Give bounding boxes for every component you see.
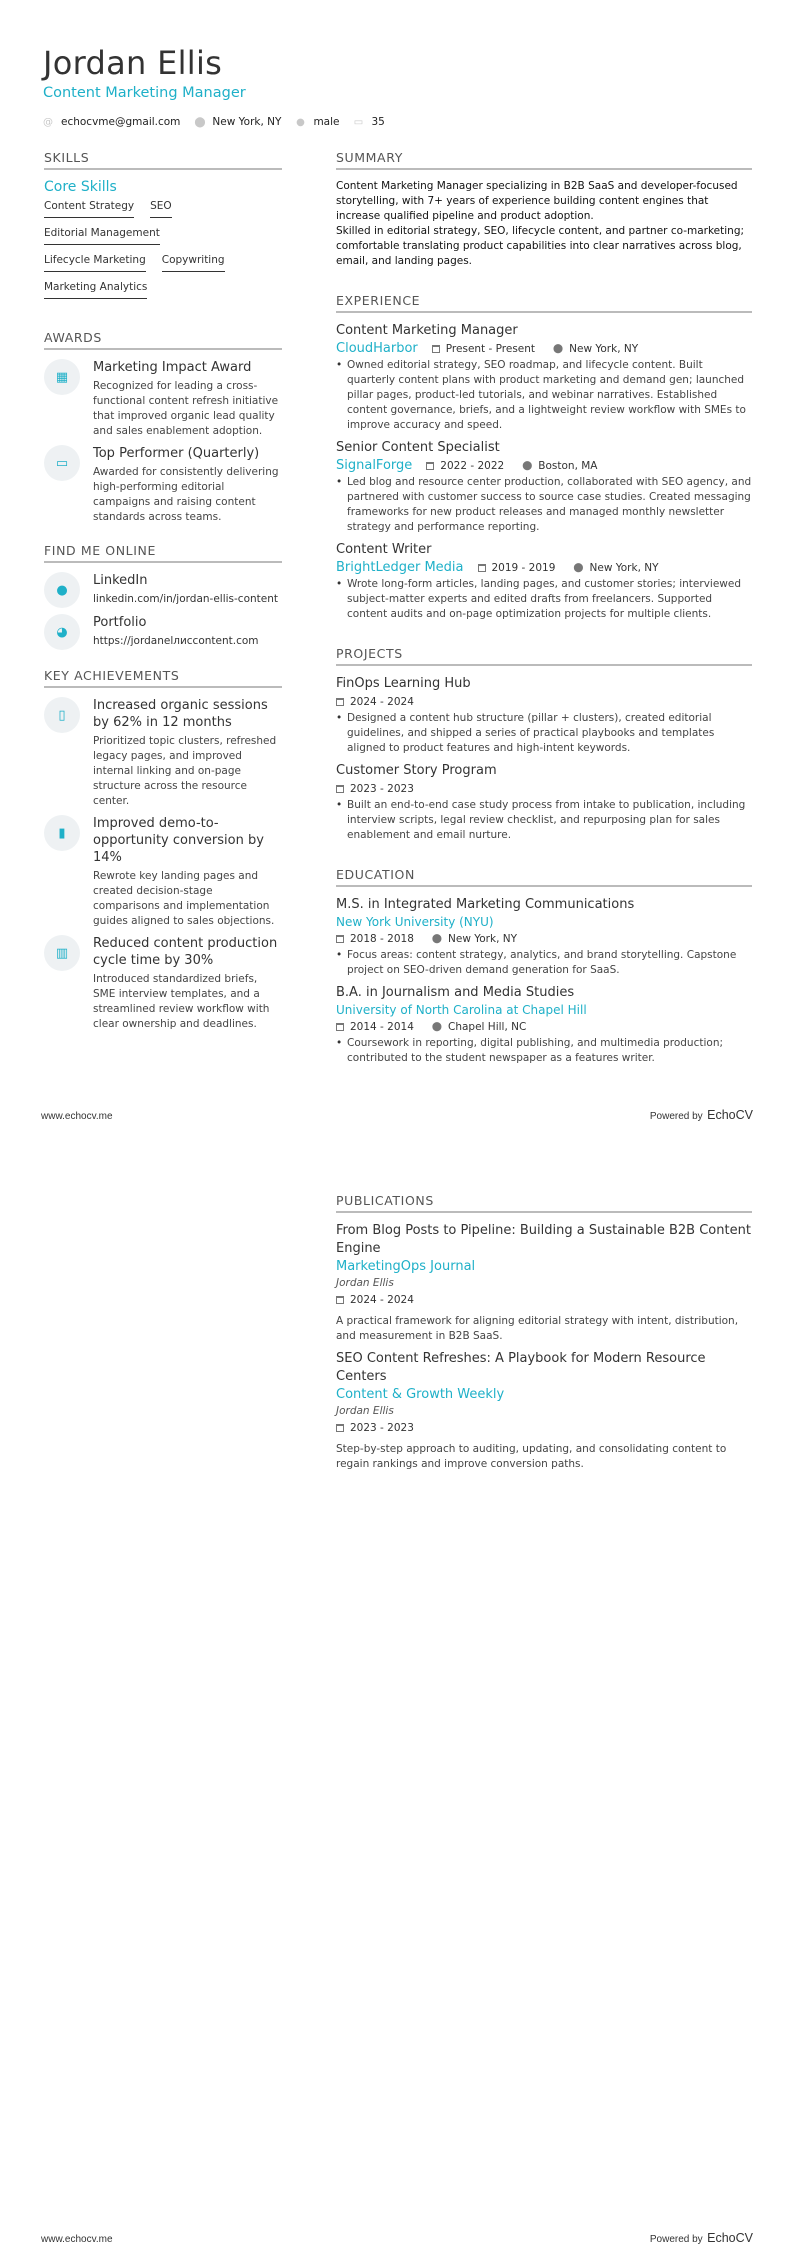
company-name: SignalForge xyxy=(336,458,413,473)
candidate-title: Content Marketing Manager xyxy=(43,85,246,101)
publication-dates: 2024 - 2024 xyxy=(350,1294,414,1306)
education-item xyxy=(336,896,752,978)
portfolio-link[interactable]: https://jordanelлисcontent.com xyxy=(93,635,259,647)
achievement-title: Reduced content production cycle time by 30% xyxy=(93,936,278,968)
user-icon: ● xyxy=(296,116,305,128)
edu-bullet: • Focus areas: content strategy, analytics, and brand storytelling. Capstone project on SEO-driven demand generation for SaaS. xyxy=(336,948,752,978)
brand-logo[interactable]: EchoCV xyxy=(707,2231,753,2245)
calendar-icon xyxy=(336,1424,344,1432)
map-pin-icon: ⬤ xyxy=(431,934,442,944)
bar-chart-icon: ▮ xyxy=(44,815,80,851)
powered-label: Powered by xyxy=(649,1111,703,1122)
publication-item xyxy=(336,1222,752,1344)
publisher: MarketingOps Journal xyxy=(336,1259,476,1274)
map-pin-icon: ⬤ xyxy=(522,461,533,471)
skill-tag: Content Strategy xyxy=(44,200,134,218)
email-value: echocvme@gmail.com xyxy=(61,116,181,128)
linkedin-link[interactable]: linkedin.com/in/jordan-ellis-content xyxy=(93,593,278,605)
calendar-icon xyxy=(336,935,344,943)
skills-list xyxy=(44,200,282,308)
contact-gender xyxy=(295,116,339,128)
skill-tag: Copywriting xyxy=(162,254,225,272)
education-meta xyxy=(336,930,752,948)
job-dates: 2022 - 2022 xyxy=(440,460,505,472)
section-heading: EXPERIENCE xyxy=(336,293,752,313)
section-heading: PROJECTS xyxy=(336,646,752,666)
calendar-icon xyxy=(426,462,434,470)
job-bullet: • Wrote long-form articles, landing pages, and customer stories; interviewed subject-matter experts and edited drafts from freelancers. Supported content audits and on-page optimization projects for multiple clients. xyxy=(336,577,752,622)
brand-logo[interactable]: EchoCV xyxy=(707,1108,753,1122)
job-meta xyxy=(336,340,752,358)
experience-item xyxy=(336,439,752,535)
job-role: Content Marketing Manager xyxy=(336,323,518,338)
edu-location: Chapel Hill, NC xyxy=(448,1021,527,1033)
company-name: BrightLedger Media xyxy=(336,560,464,575)
pie-chart-icon: ◕ xyxy=(44,614,80,650)
company-name: CloudHarbor xyxy=(336,341,418,356)
contact-location xyxy=(194,116,281,128)
job-location: Boston, MA xyxy=(538,460,598,472)
skills-group-title: Core Skills xyxy=(44,179,117,195)
job-bullet: • Owned editorial strategy, SEO roadmap, and lifecycle content. Built quarterly content plans with product marketing and demand gen; launched pillar pages, product-led tutorials, and webinar narratives. Established content governance, briefs, and a lightweight review workflow with SMEs to improve accuracy and speed. xyxy=(336,358,752,433)
calendar-icon xyxy=(336,1023,344,1031)
edu-bullet: • Coursework in reporting, digital publishing, and multimedia production; contributed to the student newspaper as a features writer. xyxy=(336,1036,752,1066)
award-title: Marketing Impact Award xyxy=(93,360,252,375)
page-footer xyxy=(41,1106,753,1124)
footer-site-link[interactable]: www.echocv.me xyxy=(41,1111,113,1122)
page-2 xyxy=(0,1123,794,2246)
calendar-icon xyxy=(432,345,440,353)
publication-meta xyxy=(336,1419,752,1437)
section-heading: AWARDS xyxy=(44,330,282,350)
map-pin-icon: ⬤ xyxy=(553,344,564,354)
publication-author: Jordan Ellis xyxy=(336,1405,394,1417)
achievement-item xyxy=(44,815,282,929)
publication-author: Jordan Ellis xyxy=(336,1277,394,1289)
publication-meta xyxy=(336,1291,752,1309)
project-meta xyxy=(336,693,752,711)
experience-item xyxy=(336,322,752,433)
achievement-item xyxy=(44,697,282,809)
project-title: FinOps Learning Hub xyxy=(336,676,471,691)
award-desc: Awarded for consistently delivering high-performing editorial campaigns and raising content standards across teams. xyxy=(93,466,279,523)
age-value: 35 xyxy=(371,116,385,128)
summary-paragraph: Content Marketing Manager specializing in B2B SaaS and developer-focused storytelling, with 7+ years of experience building content engines that increase qualified pipeline and product adoption. xyxy=(336,180,738,222)
job-dates: Present - Present xyxy=(445,343,536,355)
calendar-icon xyxy=(336,698,344,706)
edu-dates: 2018 - 2018 xyxy=(350,933,414,945)
awards-section xyxy=(44,330,282,525)
publication-title: From Blog Posts to Pipeline: Building a Sustainable B2B Content Engine xyxy=(336,1223,751,1256)
degree: M.S. in Integrated Marketing Communications xyxy=(336,897,635,912)
map-pin-icon: ⬤ xyxy=(194,116,206,128)
award-item xyxy=(44,359,282,439)
edu-dates: 2014 - 2014 xyxy=(350,1021,414,1033)
mobile-icon: ▯ xyxy=(44,697,80,733)
map-pin-icon: ⬤ xyxy=(431,1022,442,1032)
edu-location: New York, NY xyxy=(448,933,518,945)
right-column-page-2 xyxy=(336,1193,752,1478)
achievement-title: Improved demo-to-opportunity conversion by 14% xyxy=(93,816,264,865)
linkedin-icon: ● xyxy=(44,572,80,608)
page-footer xyxy=(41,2229,753,2247)
online-item xyxy=(44,572,282,608)
job-location: New York, NY xyxy=(569,343,639,355)
education-section xyxy=(336,867,752,1066)
contact-email[interactable] xyxy=(43,116,180,128)
achievement-title: Increased organic sessions by 62% in 12 months xyxy=(93,698,268,730)
skills-section xyxy=(44,150,282,308)
publication-desc: A practical framework for aligning editorial strategy with intent, distribution, and measurement in B2B SaaS. xyxy=(336,1315,739,1342)
monitor-icon: ▭ xyxy=(44,445,80,481)
achievement-desc: Introduced standardized briefs, SME interview templates, and a streamlined review workflow with clear ownership and deadlines. xyxy=(93,973,270,1030)
publication-desc: Step-by-step approach to auditing, updating, and consolidating content to regain rankings and improve conversion paths. xyxy=(336,1443,727,1470)
school-name: University of North Carolina at Chapel Hill xyxy=(336,1003,587,1017)
education-meta xyxy=(336,1018,752,1036)
powered-by xyxy=(650,1106,753,1124)
education-item xyxy=(336,984,752,1066)
section-heading: SKILLS xyxy=(44,150,282,170)
candidate-name: Jordan Ellis xyxy=(43,44,223,82)
publication-dates: 2023 - 2023 xyxy=(350,1422,414,1434)
job-role: Senior Content Specialist xyxy=(336,440,500,455)
job-bullet: • Led blog and resource center production, collaborated with SEO agency, and partnered with customer success to source case studies. Created messaging frameworks for new product releases and managed monthly newsletter strategy and performance reporting. xyxy=(336,475,752,535)
job-role: Content Writer xyxy=(336,542,432,557)
online-title: Portfolio xyxy=(93,615,147,630)
powered-label: Powered by xyxy=(649,2234,703,2245)
calendar-icon xyxy=(336,1296,344,1304)
publisher: Content & Growth Weekly xyxy=(336,1387,505,1402)
summary-paragraph: Skilled in editorial strategy, SEO, lifecycle content, and partner co-marketing; comfortable translating product capabilities into clear narratives across blog, email, and landing pages. xyxy=(336,225,745,267)
calendar-icon xyxy=(336,785,344,793)
section-heading: FIND ME ONLINE xyxy=(44,543,282,563)
project-dates: 2024 - 2024 xyxy=(350,696,414,708)
section-heading: PUBLICATIONS xyxy=(336,1193,752,1213)
job-location: New York, NY xyxy=(589,562,659,574)
skill-tag: Editorial Management xyxy=(44,227,160,245)
section-heading: EDUCATION xyxy=(336,867,752,887)
skill-tag: Marketing Analytics xyxy=(44,281,147,299)
powered-by xyxy=(650,2229,753,2247)
section-heading: KEY ACHIEVEMENTS xyxy=(44,668,282,688)
degree: B.A. in Journalism and Media Studies xyxy=(336,985,575,1000)
page-1 xyxy=(0,0,794,1123)
at-icon: @ xyxy=(43,116,53,128)
online-title: LinkedIn xyxy=(93,573,148,588)
summary-section xyxy=(336,150,752,269)
school-name: New York University (NYU) xyxy=(336,915,494,929)
project-item xyxy=(336,762,752,843)
achievement-desc: Prioritized topic clusters, refreshed legacy pages, and improved internal linking and on-page structure across the resource center. xyxy=(93,735,277,807)
achievement-desc: Rewrote key landing pages and created decision-stage comparisons and implementation guides aligned to sales objections. xyxy=(93,870,275,927)
job-meta xyxy=(336,559,752,577)
skill-tag: Lifecycle Marketing xyxy=(44,254,146,272)
award-title: Top Performer (Quarterly) xyxy=(93,446,260,461)
contact-row xyxy=(43,116,399,128)
achievement-item xyxy=(44,935,282,1032)
projects-section xyxy=(336,646,752,843)
online-item xyxy=(44,614,282,650)
job-meta xyxy=(336,457,752,475)
award-item xyxy=(44,445,282,525)
experience-section xyxy=(336,293,752,622)
publication-item xyxy=(336,1350,752,1472)
online-section xyxy=(44,543,282,650)
project-meta xyxy=(336,780,752,798)
project-bullet: • Designed a content hub structure (pillar + clusters), created editorial guidelines, and shipped a series of practical playbooks and templates aligned to product features and high-intent keywords. xyxy=(336,711,752,756)
publications-section xyxy=(336,1193,752,1472)
right-column xyxy=(336,150,752,1072)
calendar-icon xyxy=(478,564,486,572)
achievements-section xyxy=(44,668,282,1032)
award-desc: Recognized for leading a cross-functional content refresh initiative that improved organic lead quality and sales enablement adoption. xyxy=(93,380,279,437)
section-heading: SUMMARY xyxy=(336,150,752,170)
book-icon: ▥ xyxy=(44,935,80,971)
project-item xyxy=(336,675,752,756)
project-title: Customer Story Program xyxy=(336,763,497,778)
job-dates: 2019 - 2019 xyxy=(491,562,556,574)
publication-title: SEO Content Refreshes: A Playbook for Modern Resource Centers xyxy=(336,1351,706,1384)
gender-value: male xyxy=(313,116,340,128)
skill-tag: SEO xyxy=(150,200,172,218)
calendar-icon: ▭ xyxy=(353,116,364,128)
calculator-icon: ▦ xyxy=(44,359,80,395)
footer-site-link[interactable]: www.echocv.me xyxy=(41,2234,113,2245)
location-value: New York, NY xyxy=(212,116,282,128)
contact-age xyxy=(354,116,385,128)
experience-item xyxy=(336,541,752,622)
project-bullet: • Built an end-to-end case study process from intake to publication, including interview scripts, legal review checklist, and repurposing plan for sales enablement and email nurture. xyxy=(336,798,752,843)
resume-header xyxy=(43,44,399,128)
map-pin-icon: ⬤ xyxy=(573,563,584,573)
project-dates: 2023 - 2023 xyxy=(350,783,414,795)
left-column xyxy=(44,150,282,1038)
